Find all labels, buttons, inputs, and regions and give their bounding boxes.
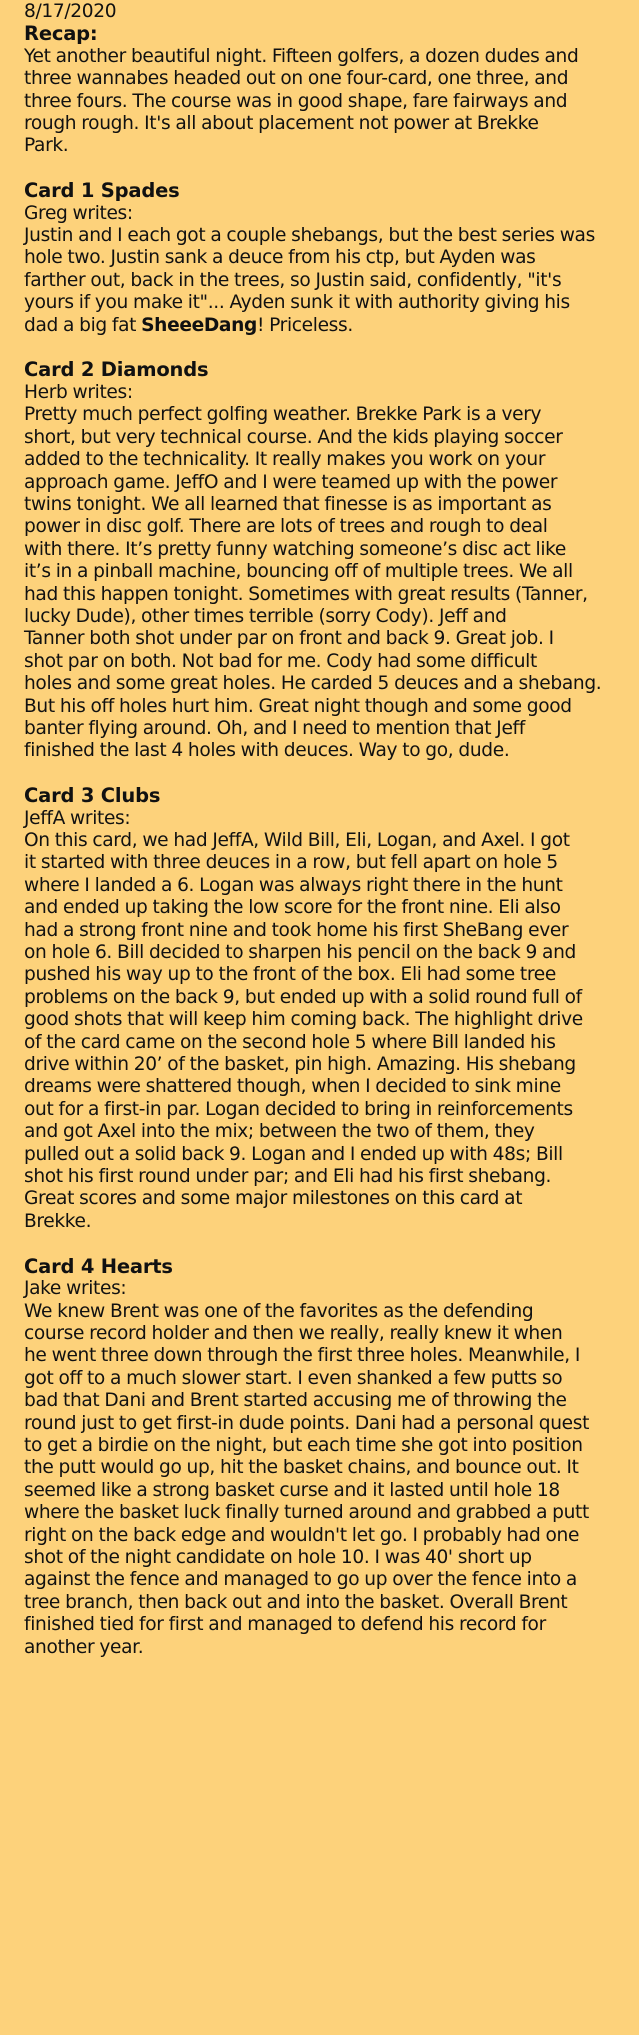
card-4-line: We knew Brent was one of the favorites as the defending	[24, 1300, 534, 1322]
card-3-section	[24, 785, 625, 1233]
card-3-author: JeffA writes:	[24, 807, 131, 829]
card-2-title: Card 2 Diamonds	[24, 358, 209, 382]
section-spacer	[24, 763, 625, 785]
card-3-line: out for a first-in par. Logan decided to bring in reinforcements	[24, 1098, 573, 1120]
sheeedang-emphasis: SheeeDang	[141, 314, 257, 336]
card-2-line: with there. It’s pretty funny watching someone’s disc act like	[24, 538, 567, 560]
section-spacer	[24, 158, 625, 180]
card-3-line: pushed his way up to the front of the box. Eli had some tree	[24, 964, 556, 986]
card-3-line: drive within 20’ of the basket, pin high. Amazing. His shebang	[24, 1054, 576, 1076]
card-4-line: another year.	[24, 1636, 144, 1658]
card-2-author: Herb writes:	[24, 381, 133, 403]
card-2-line: short, but very technical course. And the kids playing soccer	[24, 426, 563, 448]
card-3-line: On this card, we had JeffA, Wild Bill, Eli, Logan, and Axel. I got	[24, 829, 570, 851]
card-4-line: right on the back edge and wouldn't let go. I probably had one	[24, 1524, 580, 1546]
card-1-title: Card 1 Spades	[24, 179, 180, 203]
card-3-line: Great scores and some major milestones on this card at	[24, 1188, 523, 1210]
card-2-line: shot par on both. Not bad for me. Cody had some difficult	[24, 650, 537, 672]
card-2-line: it’s in a pinball machine, bouncing off of multiple trees. We all	[24, 561, 573, 583]
card-2-line: twins tonight. We all learned that finesse is as important as	[24, 493, 552, 515]
card-3-line: problems on the back 9, but ended up with a solid round full of	[24, 986, 582, 1008]
card-1-section	[24, 180, 625, 337]
recap-line: Yet another beautiful night. Fifteen golfers, a dozen dudes and	[24, 45, 579, 67]
card-1-last-line-before: dad a big fat	[24, 314, 142, 336]
card-1-line: Justin and I each got a couple shebangs, but the best series was	[24, 225, 595, 247]
card-2-line: holes and some great holes. He carded 5 deuces and a shebang.	[24, 673, 602, 695]
card-3-line: Brekke.	[24, 1210, 92, 1232]
card-2-line: had this happen tonight. Sometimes with great results (Tanner,	[24, 583, 588, 605]
card-3-line: where I landed a 6. Logan was always right there in the hunt	[24, 874, 563, 896]
card-2-line: Tanner both shot under par on front and back 9. Great job. I	[24, 628, 554, 650]
card-4-line: to get a birdie on the night, but each time she got into position	[24, 1434, 583, 1456]
card-2-section	[24, 359, 625, 762]
recap-heading: Recap:	[24, 22, 98, 46]
card-3-line: had a strong front nine and took home his first SheBang ever	[24, 919, 569, 941]
card-1-last-line-after: ! Priceless.	[256, 314, 353, 336]
card-3-line: and got Axel into the mix; between the two of them, they	[24, 1121, 535, 1143]
recap-line: three wannabes headed out on one four-card, one three, and	[24, 68, 569, 90]
card-3-line: and ended up taking the low score for the front nine. Eli also	[24, 897, 561, 919]
card-4-author: Jake writes:	[24, 1278, 127, 1300]
card-4-line: shot of the night candidate on hole 10. I was 40' short up	[24, 1546, 532, 1568]
card-3-line: shot his first round under par; and Eli had his first shebang.	[24, 1166, 552, 1188]
recap-line: rough rough. It's all about placement not power at Brekke	[24, 113, 539, 135]
card-2-line: lucky Dude), other times terrible (sorry Cody). Jeff and	[24, 605, 507, 627]
card-2-line: approach game. JeffO and I were teamed up with the power	[24, 471, 558, 493]
card-4-line: course record holder and then we really, really knew it when	[24, 1322, 563, 1344]
card-2-line: But his off holes hurt him. Great night though and some good	[24, 695, 572, 717]
card-4-line: the putt would go up, hit the basket chains, and bounce out. It	[24, 1457, 579, 1479]
card-4-line: tree branch, then back out and into the basket. Overall Brent	[24, 1591, 568, 1613]
card-2-line: added to the technicality. It really makes you work on your	[24, 449, 546, 471]
recap-line: three fours. The course was in good shape, fare fairways and	[24, 90, 568, 112]
card-1-line: yours if you make it"... Ayden sunk it with authority giving his	[24, 292, 570, 314]
card-3-line: on hole 6. Bill decided to sharpen his pencil on the back 9 and	[24, 942, 576, 964]
card-4-line: where the basket luck finally turned around and grabbed a putt	[24, 1502, 589, 1524]
card-4-line: against the fence and managed to go up over the fence into a	[24, 1569, 577, 1591]
recap-line: Park.	[24, 135, 69, 157]
card-2-line: finished the last 4 holes with deuces. Way to go, dude.	[24, 740, 510, 762]
card-4-line: got off to a much slower start. I even shanked a few putts so	[24, 1367, 563, 1389]
card-2-line: power in disc golf. There are lots of trees and rough to deal	[24, 516, 548, 538]
card-3-line: it started with three deuces in a row, but fell apart on hole 5	[24, 852, 558, 874]
card-1-line: hole two. Justin sank a deuce from his ctp, but Ayden was	[24, 247, 536, 269]
card-1-last-line	[24, 315, 625, 337]
card-3-title: Card 3 Clubs	[24, 784, 161, 808]
card-4-title: Card 4 Hearts	[24, 1254, 173, 1278]
card-4-line: round just to get first-in dude points. Dani had a personal quest	[24, 1412, 590, 1434]
recap-section	[24, 1, 625, 158]
section-spacer	[24, 337, 625, 359]
card-2-line: Pretty much perfect golfing weather. Brekke Park is a very	[24, 404, 542, 426]
card-2-line: banter flying around. Oh, and I need to mention that Jeff	[24, 717, 525, 739]
card-1-author: Greg writes:	[24, 202, 133, 224]
card-4-line: finished tied for first and managed to defend his record for	[24, 1614, 546, 1636]
card-4-line: bad that Dani and Brent started accusing me of throwing the	[24, 1390, 567, 1412]
card-3-line: good shots that will keep him coming back. The highlight drive	[24, 1009, 583, 1031]
card-3-line: dreams were shattered though, when I decided to sink mine	[24, 1076, 561, 1098]
card-3-line: of the card came on the second hole 5 where Bill landed his	[24, 1031, 556, 1053]
post-date: 8/17/2020	[24, 1, 117, 22]
card-3-line: pulled out a solid back 9. Logan and I ended up with 48s; Bill	[24, 1143, 563, 1165]
card-4-line: he went three down through the first three holes. Meanwhile, I	[24, 1345, 580, 1367]
card-4-section	[24, 1256, 625, 1659]
card-1-line: farther out, back in the trees, so Justin said, confidently, "it's	[24, 269, 562, 291]
section-spacer	[24, 1233, 625, 1255]
card-4-line: seemed like a strong basket curse and it lasted until hole 18	[24, 1479, 560, 1501]
